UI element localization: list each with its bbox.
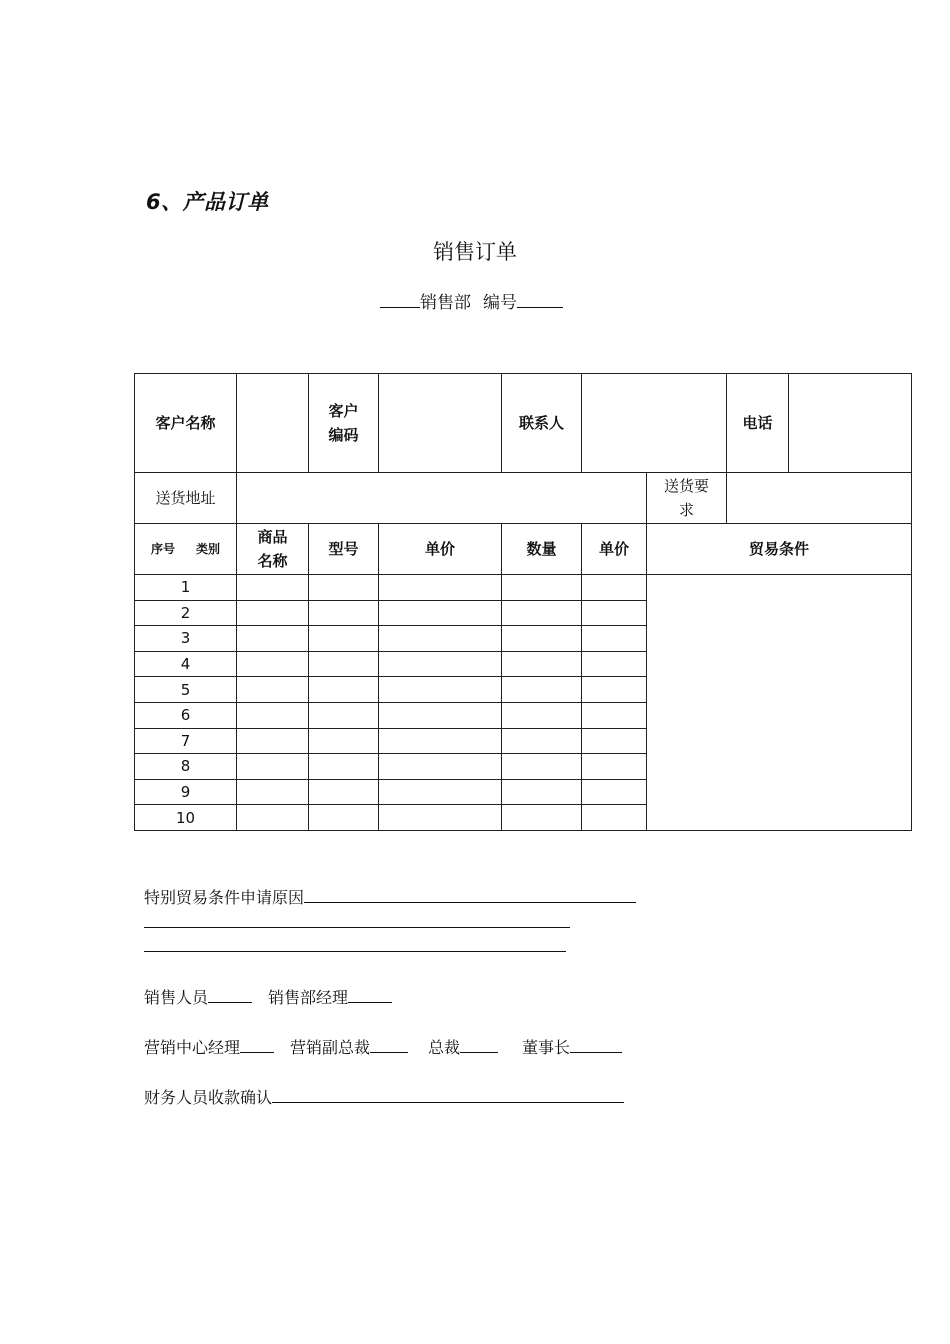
row-number: 3	[135, 626, 237, 652]
row-number: 4	[135, 651, 237, 677]
row-number: 2	[135, 600, 237, 626]
reason-rule-2[interactable]	[144, 951, 566, 952]
finance-confirm-blank[interactable]	[272, 1084, 624, 1103]
cell[interactable]	[237, 728, 309, 754]
document-subtitle	[380, 288, 563, 313]
document-title: 销售订单	[433, 240, 517, 264]
cell[interactable]	[379, 600, 502, 626]
cell[interactable]	[502, 702, 582, 728]
cell[interactable]	[237, 651, 309, 677]
cell[interactable]	[379, 805, 502, 831]
cell[interactable]	[237, 626, 309, 652]
marketing-manager-label: 营销中心经理	[144, 1038, 241, 1057]
contact-cell[interactable]	[582, 374, 727, 473]
phone-label: 电话	[727, 374, 789, 473]
cell[interactable]	[309, 805, 379, 831]
cell[interactable]	[582, 677, 647, 703]
phone-cell[interactable]	[789, 374, 912, 473]
president-blank[interactable]	[460, 1034, 498, 1053]
row-number: 7	[135, 728, 237, 754]
special-reason-label: 特别贸易条件申请原因	[144, 888, 305, 907]
sales-manager-label: 销售部经理	[268, 988, 349, 1007]
cell[interactable]	[237, 600, 309, 626]
cell[interactable]	[502, 779, 582, 805]
delivery-address-cell[interactable]	[237, 473, 647, 524]
cell[interactable]	[502, 575, 582, 601]
cell[interactable]	[379, 651, 502, 677]
cell[interactable]	[379, 728, 502, 754]
cell[interactable]	[237, 677, 309, 703]
cell[interactable]	[582, 754, 647, 780]
row-number: 9	[135, 779, 237, 805]
finance-confirm-line	[144, 1084, 624, 1108]
cell[interactable]	[309, 626, 379, 652]
model-header: 型号	[309, 524, 379, 575]
cell[interactable]	[582, 575, 647, 601]
customer-code-cell[interactable]	[379, 374, 502, 473]
cell[interactable]	[582, 702, 647, 728]
sales-person-label: 销售人员	[144, 988, 209, 1007]
cell[interactable]	[309, 600, 379, 626]
trade-terms-header: 贸易条件	[647, 524, 912, 575]
cell[interactable]	[309, 677, 379, 703]
sales-signature-line	[144, 984, 392, 1008]
chairman-blank[interactable]	[570, 1034, 622, 1053]
cell[interactable]	[237, 779, 309, 805]
contact-label: 联系人	[502, 374, 582, 473]
cell[interactable]	[502, 728, 582, 754]
cell[interactable]	[379, 575, 502, 601]
special-reason-blank[interactable]	[304, 884, 636, 903]
row-number: 1	[135, 575, 237, 601]
order-table	[134, 373, 912, 831]
cell[interactable]	[502, 651, 582, 677]
trade-terms-cell[interactable]	[647, 575, 912, 831]
vice-president-label: 营销副总裁	[290, 1038, 371, 1057]
cell[interactable]	[309, 651, 379, 677]
unit-price-header: 单价	[379, 524, 502, 575]
cell[interactable]	[582, 600, 647, 626]
row-number: 6	[135, 702, 237, 728]
cell[interactable]	[237, 754, 309, 780]
delivery-requirement-cell[interactable]	[727, 473, 912, 524]
seq-category-header: 序号 类别	[135, 524, 237, 575]
cell[interactable]	[502, 626, 582, 652]
product-name-header: 商品 名称	[237, 524, 309, 575]
row-number: 5	[135, 677, 237, 703]
quantity-header: 数量	[502, 524, 582, 575]
cell[interactable]	[502, 805, 582, 831]
vice-president-blank[interactable]	[370, 1034, 408, 1053]
unit-price-header-2: 单价	[582, 524, 647, 575]
cell[interactable]	[309, 702, 379, 728]
marketing-manager-blank[interactable]	[240, 1034, 274, 1053]
table-row	[135, 575, 912, 601]
cell[interactable]	[582, 779, 647, 805]
sales-manager-blank[interactable]	[348, 984, 392, 1003]
reason-rule-1[interactable]	[144, 927, 570, 928]
cell[interactable]	[309, 728, 379, 754]
table-row	[135, 374, 912, 473]
cell[interactable]	[309, 779, 379, 805]
cell[interactable]	[582, 626, 647, 652]
finance-confirm-label: 财务人员收款确认	[144, 1088, 273, 1107]
table-header-row	[135, 524, 912, 575]
customer-code-label: 客户 编码	[309, 374, 379, 473]
cell[interactable]	[502, 754, 582, 780]
cell[interactable]	[582, 805, 647, 831]
special-reason-line	[144, 884, 636, 908]
row-number: 10	[135, 805, 237, 831]
cell[interactable]	[309, 754, 379, 780]
cell[interactable]	[379, 677, 502, 703]
customer-name-label: 客户名称	[135, 374, 237, 473]
dept-blank[interactable]	[380, 289, 420, 308]
cell[interactable]	[379, 702, 502, 728]
sales-person-blank[interactable]	[208, 984, 252, 1003]
cell[interactable]	[502, 600, 582, 626]
customer-name-cell[interactable]	[237, 374, 309, 473]
cell[interactable]	[582, 728, 647, 754]
cell[interactable]	[309, 575, 379, 601]
table-row	[135, 473, 912, 524]
cell[interactable]	[379, 754, 502, 780]
row-number: 8	[135, 754, 237, 780]
dept-label: 销售部	[420, 293, 471, 313]
president-label: 总裁	[428, 1038, 461, 1057]
chairman-label: 董事长	[522, 1038, 571, 1057]
cell[interactable]	[582, 651, 647, 677]
cell[interactable]	[379, 779, 502, 805]
cell[interactable]	[237, 575, 309, 601]
delivery-requirement-label: 送货要 求	[647, 473, 727, 524]
cell[interactable]	[379, 626, 502, 652]
delivery-address-label: 送货地址	[135, 473, 237, 524]
cell[interactable]	[502, 677, 582, 703]
cell[interactable]	[237, 702, 309, 728]
section-title: 6、产品订单	[146, 190, 269, 214]
number-label: 编号	[483, 293, 517, 313]
cell[interactable]	[237, 805, 309, 831]
number-blank[interactable]	[517, 289, 563, 308]
approval-signature-line	[144, 1034, 622, 1058]
